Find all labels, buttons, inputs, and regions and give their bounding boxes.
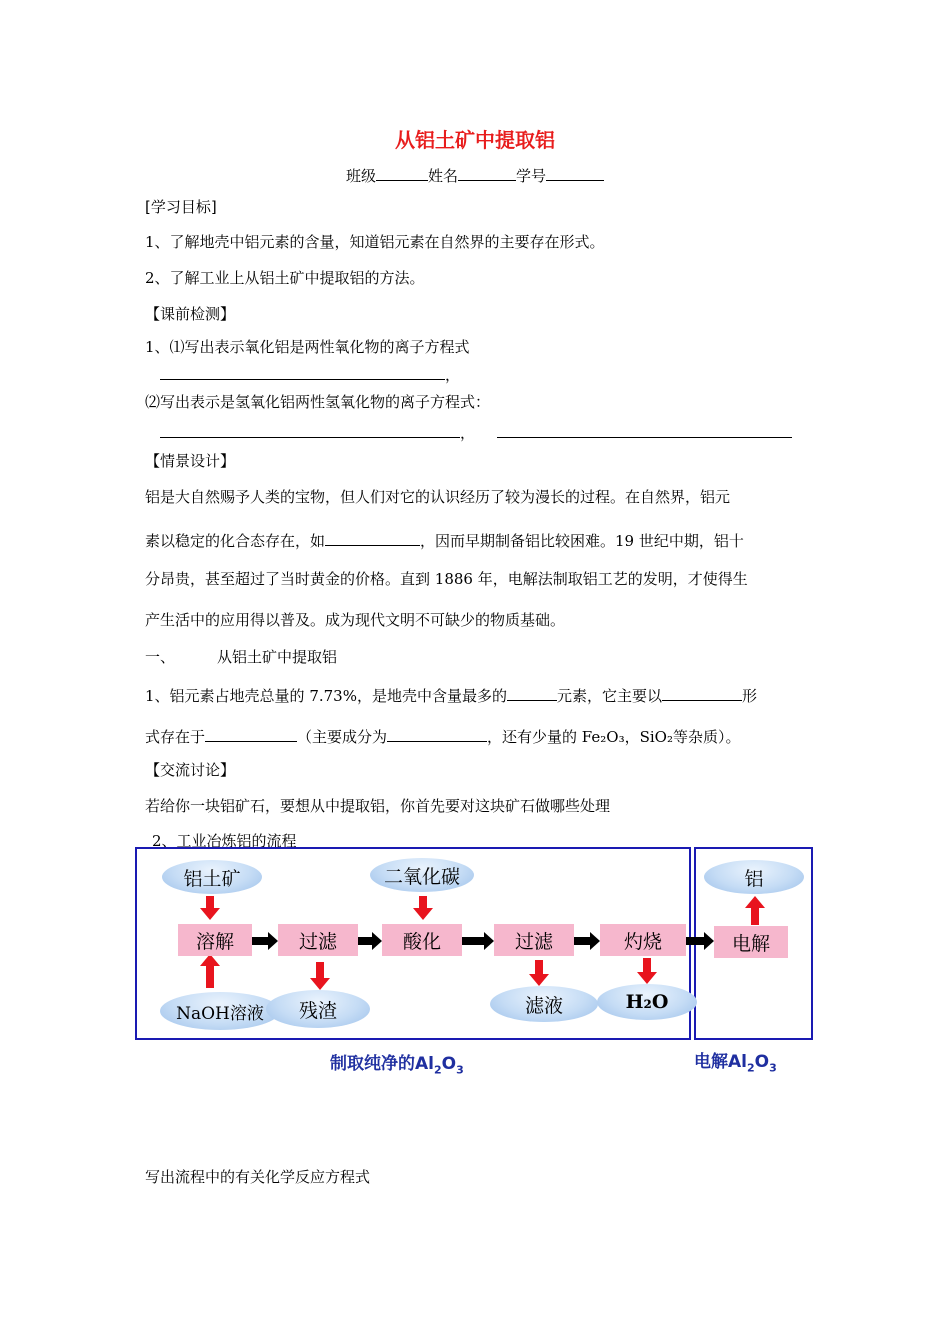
objectives-heading: [学习目标] (145, 198, 217, 216)
arrow-right (252, 932, 278, 950)
section1-line1: 1、铝元素占地壳总量的 7.73%，是地壳中含量最多的 元素，它主要以 形 (145, 683, 757, 706)
arrow-right (574, 932, 600, 950)
water-node: H₂O (597, 984, 697, 1020)
filtrate-node: 滤液 (490, 986, 598, 1022)
answer-line-1[interactable]: ， (160, 362, 460, 385)
arrow-down (413, 896, 433, 920)
precheck-q2: ⑵写出表示是氢氧化铝两性氢氧化物的离子方程式： (145, 393, 491, 411)
arrow-down (637, 958, 657, 984)
acidify-step: 酸化 (382, 924, 462, 956)
name-label: 姓名 (427, 167, 458, 185)
scenario-heading: 【情景设计】 (145, 452, 236, 470)
filter-step-2: 过滤 (494, 924, 574, 956)
arrow-down (529, 960, 549, 986)
naoh-node: NaOH溶液 (160, 992, 280, 1030)
dissolve-step: 溶解 (178, 924, 252, 956)
discussion-text: 若给你一块铝矿石，要想从中提取铝，你首先要对这块矿石做哪些处理 (145, 797, 611, 815)
aluminum-node: 铝 (704, 860, 804, 894)
filter-step: 过滤 (278, 924, 358, 956)
calcine-step: 灼烧 (600, 924, 686, 956)
residue-node: 残渣 (266, 990, 370, 1028)
arrow-up (745, 896, 765, 925)
bauxite-node: 铝土矿 (162, 860, 262, 894)
discussion-heading: 【交流讨论】 (145, 761, 236, 779)
precheck-heading: 【课前检测】 (145, 305, 236, 323)
scenario-line: 分昂贵，甚至超过了当时黄金的价格。直到 1886 年，电解法制取铝工艺的发明，才使得生 (145, 570, 748, 588)
caption-electrolysis: 电解$Al_2O_3$ (694, 1052, 777, 1075)
arrow-down (310, 962, 330, 990)
footer-text: 写出流程中的有关化学反应方程式 (145, 1168, 371, 1186)
electrolysis-step: 电解 (714, 926, 788, 958)
scenario-line: 铝是大自然赐予人类的宝物，但人们对它的认识经历了较为漫长的过程。在自然界，铝元 (145, 488, 731, 506)
arrow-right (686, 932, 714, 950)
flow-heading: 2、工业冶炼铝的流程 (152, 832, 297, 850)
scenario-line: 产生活中的应用得以普及。成为现代文明不可缺少的物质基础。 (145, 611, 566, 629)
arrow-up (200, 954, 220, 988)
page-title: 从铝土矿中提取铝 (395, 128, 555, 152)
class-label: 班级 (345, 167, 376, 185)
objective-item: 2、了解工业上从铝土矿中提取铝的方法。 (145, 269, 425, 287)
co2-node: 二氧化碳 (370, 858, 474, 892)
arrow-right (358, 932, 382, 950)
id-label: 学号 (516, 167, 547, 185)
arrow-down (200, 896, 220, 920)
scenario-line: 素以稳定的化合态存在，如 ，因而早期制备铝比较困难。19 世纪中期，铝十 (145, 528, 744, 551)
section1-title: 一、 从铝土矿中提取铝 (145, 648, 338, 666)
objective-item: 1、了解地壳中铝元素的含量，知道铝元素在自然界的主要存在形式。 (145, 233, 605, 251)
caption-alumina: 制取纯净的$Al_2O_3$ (330, 1054, 464, 1077)
section1-line2: 式存在于 （主要成分为 ，还有少量的 Fe₂O₃，SiO₂等杂质）。 (145, 724, 740, 747)
arrow-right (462, 932, 494, 950)
answer-line-2[interactable]: ， (160, 420, 792, 443)
precheck-q1: 1、⑴写出表示氧化铝是两性氧化物的离子方程式 (145, 338, 470, 356)
